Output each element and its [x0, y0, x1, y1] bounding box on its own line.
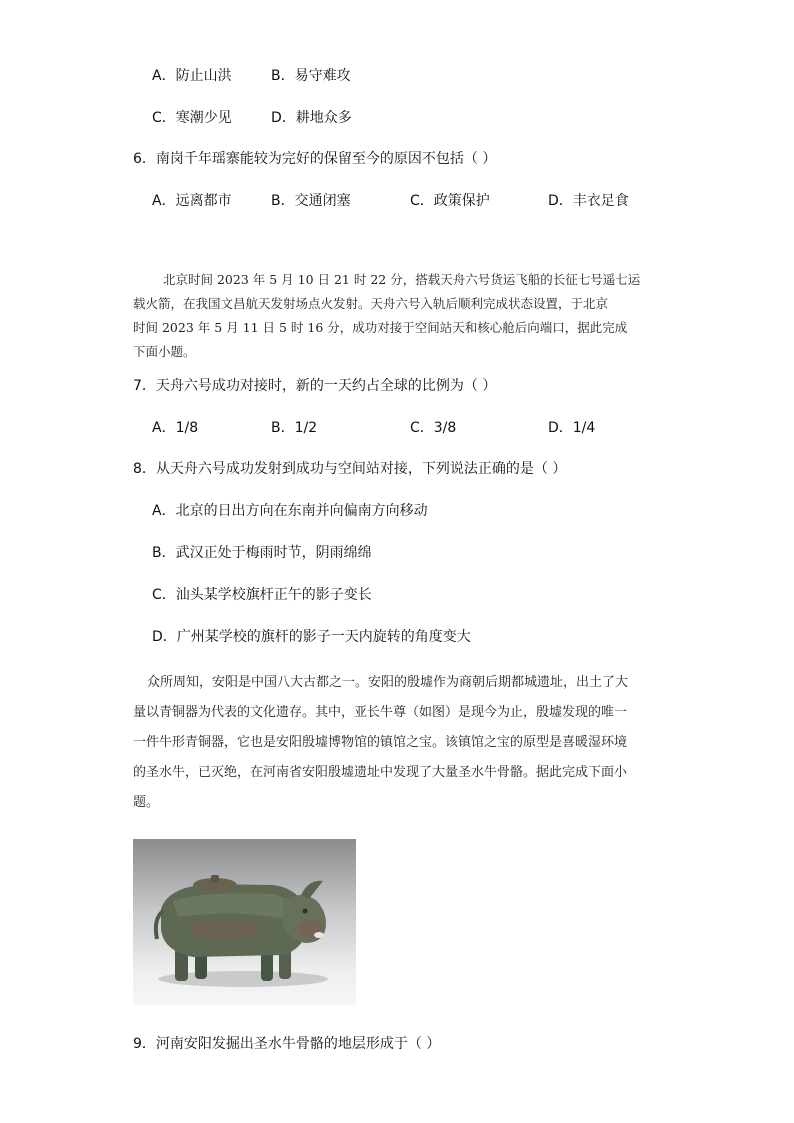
q7-option-b: B．1/2 — [271, 420, 318, 436]
passage-line: 时间 2023 年 5 月 11 日 5 时 16 分，成功对接于空间站天和核心舱后向端口，据此完成 — [133, 320, 628, 335]
passage-line: 题。 — [133, 795, 160, 810]
q7-option-d: D．1/4 — [548, 420, 596, 436]
q6-option-b: B．交通闭塞 — [271, 193, 351, 209]
q9-stem: 9．河南安阳发掘出圣水牛骨骼的地层形成于（ ） — [133, 1036, 441, 1052]
passage-line: 的圣水牛，已灭绝，在河南省安阳殷墟遗址中发现了大量圣水牛骨骼。据此完成下面小 — [133, 765, 628, 780]
passage-line: 北京时间 2023 年 5 月 10 日 21 时 22 分，搭载天舟六号货运飞船的长征七号遥七运 — [163, 272, 641, 287]
q8-stem: 8．从天舟六号成功发射到成功与空间站对接，下列说法正确的是（ ） — [133, 461, 567, 477]
passage-anyang — [133, 671, 673, 811]
q5-option-b: B．易守难攻 — [271, 68, 351, 84]
q8-option-b: B．武汉正处于梅雨时节，阴雨绵绵 — [152, 545, 372, 561]
passage-tianzhou — [133, 270, 673, 360]
q8-option-c: C．汕头某学校旗杆正午的影子变长 — [152, 587, 372, 603]
q6-option-a: A．远离都市 — [152, 193, 232, 209]
q6-stem: 6．南岗千年瑶寨能较为完好的保留至今的原因不包括（ ） — [133, 151, 497, 167]
q5-option-d: D．耕地众多 — [271, 110, 352, 126]
passage-line: 下面小题。 — [133, 344, 196, 359]
q7-option-a: A．1/8 — [152, 420, 199, 436]
q7-option-c: C．3/8 — [410, 420, 457, 436]
q8-option-a: A．北京的日出方向在东南并向偏南方向移动 — [152, 503, 428, 519]
q6-option-d: D．丰衣足食 — [548, 193, 629, 209]
q6-option-c: C．政策保护 — [410, 193, 490, 209]
q7-stem: 7．天舟六号成功对接时，新的一天约占全球的比例为（ ） — [133, 378, 497, 394]
passage-line: 载火箭，在我国文昌航天发射场点火发射。天舟六号入轨后顺利完成状态设置，于北京 — [133, 296, 609, 311]
q5-option-c: C．寒潮少见 — [152, 110, 232, 126]
passage-line: 众所周知，安阳是中国八大古都之一。安阳的殷墟作为商朝后期都城遗址，出土了大 — [147, 675, 629, 690]
bronze-ox-zun-photo — [133, 839, 356, 1005]
passage-line: 一件牛形青铜器，它也是安阳殷墟博物馆的镇馆之宝。该镇馆之宝的原型是喜暖湿环境 — [133, 735, 628, 750]
q5-option-a: A．防止山洪 — [152, 68, 232, 84]
passage-line: 量以青铜器为代表的文化遗存。其中，亚长牛尊（如图）是现今为止，殷墟发现的唯一 — [133, 705, 628, 720]
bronze-ox-illustration — [133, 839, 356, 1005]
q8-option-d: D．广州某学校的旗杆的影子一天内旋转的角度变大 — [152, 629, 471, 645]
